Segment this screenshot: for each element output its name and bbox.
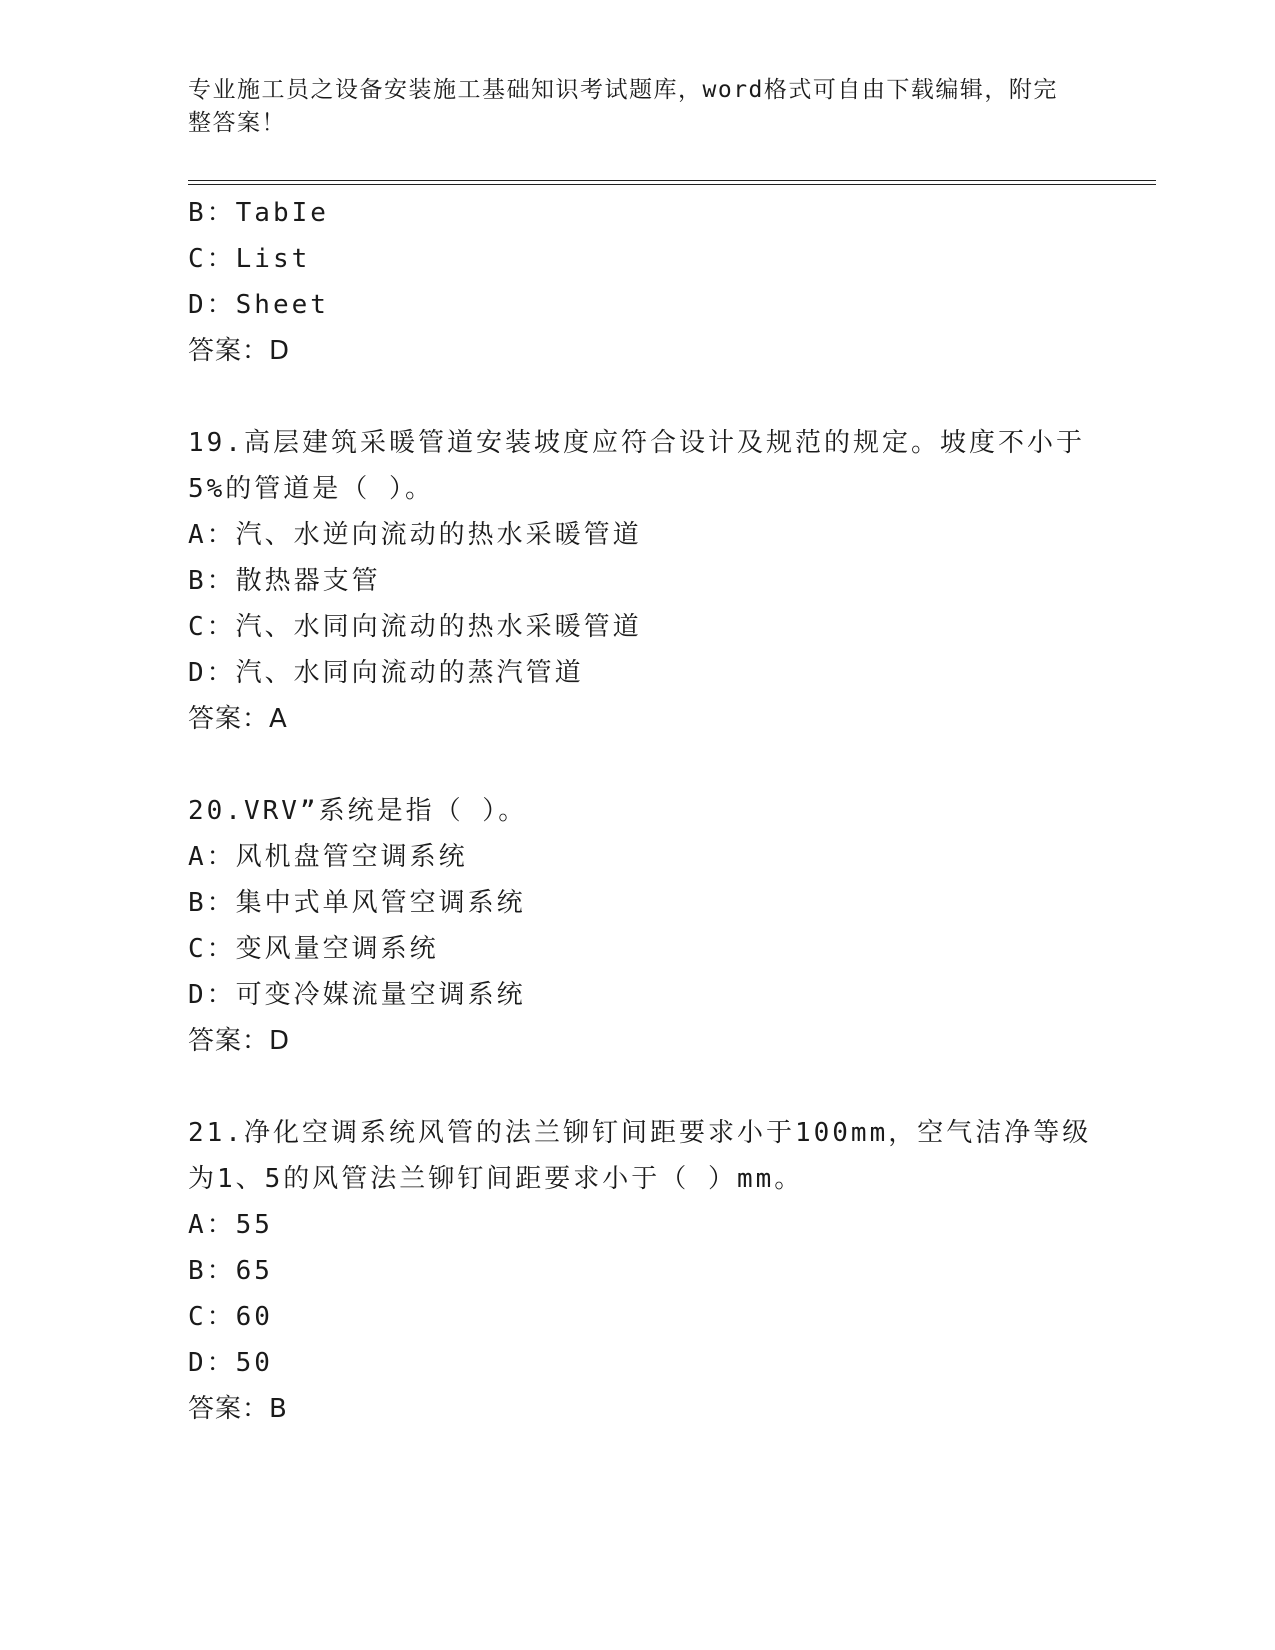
option-d: D：Sheet	[188, 290, 329, 320]
option-c: C：汽、水同向流动的热水采暖管道	[188, 612, 642, 642]
option-c: C：60	[188, 1302, 273, 1332]
question-stem-continued: 5%的管道是（ ）。	[188, 474, 434, 504]
question-stem: 19.高层建筑采暖管道安装坡度应符合设计及规范的规定。坡度不小于	[188, 428, 1085, 458]
answer-line: 答案：D	[188, 1026, 291, 1056]
option-a: A：汽、水逆向流动的热水采暖管道	[188, 520, 642, 550]
option-b: B：65	[188, 1256, 273, 1286]
header-line-2: 整答案！	[188, 110, 286, 136]
option-a: A：风机盘管空调系统	[188, 842, 468, 872]
question-20	[188, 788, 1088, 1064]
header-divider-top	[188, 180, 1156, 181]
question-21	[188, 1110, 1092, 1432]
answer-line: 答案：A	[188, 704, 288, 734]
question-list	[188, 190, 1092, 1432]
option-d: D：50	[188, 1348, 273, 1378]
answer-line: 答案：D	[188, 336, 291, 366]
document-header	[188, 74, 1068, 140]
answer-line: 答案：B	[188, 1394, 288, 1424]
option-b: B：集中式单风管空调系统	[188, 888, 526, 918]
option-a: A：55	[188, 1210, 273, 1240]
question-spacer	[188, 742, 1088, 788]
question-19	[188, 420, 1088, 742]
option-c: C：List	[188, 244, 311, 274]
option-c: C：变风量空调系统	[188, 934, 439, 964]
header-line-1: 专业施工员之设备安装施工基础知识考试题库，word格式可自由下载编辑，附完	[188, 77, 1058, 103]
question-stem: 20.VRV”系统是指（ ）。	[188, 796, 528, 826]
question-stem-continued: 为1、5的风管法兰铆钉间距要求小于（ ）mm。	[188, 1164, 804, 1194]
question-18	[188, 190, 1088, 374]
question-spacer	[188, 374, 1088, 420]
option-b: B：TabIe	[188, 198, 329, 228]
question-stem: 21.净化空调系统风管的法兰铆钉间距要求小于100mm，空气洁净等级	[188, 1118, 1092, 1148]
option-b: B：散热器支管	[188, 566, 381, 596]
question-spacer	[188, 1064, 1088, 1110]
header-divider-bottom	[188, 184, 1156, 185]
option-d: D：可变冷媒流量空调系统	[188, 980, 526, 1010]
option-d: D：汽、水同向流动的蒸汽管道	[188, 658, 584, 688]
